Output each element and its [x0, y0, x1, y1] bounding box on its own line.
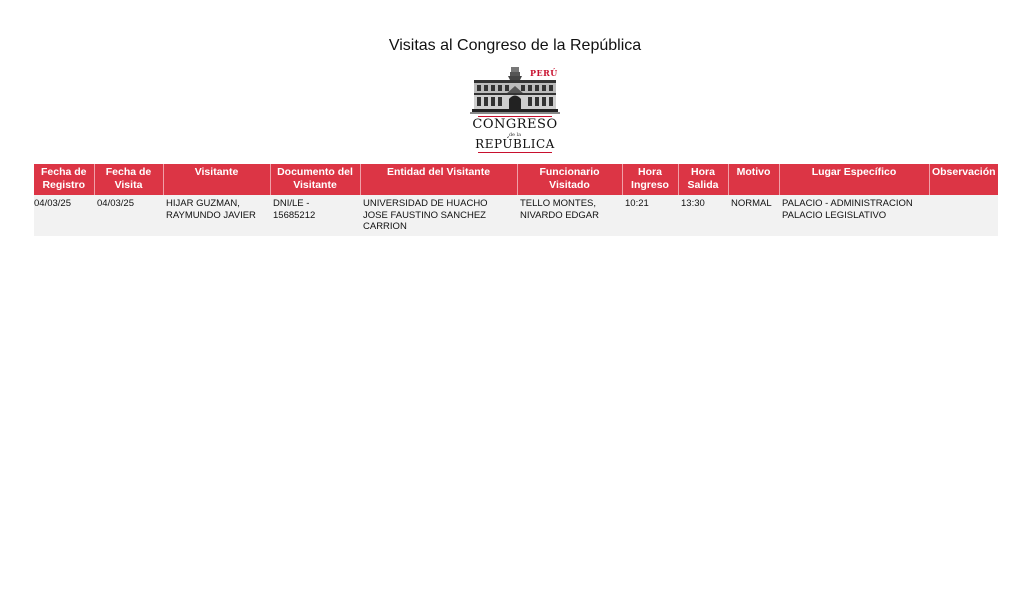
cell-hora-ingreso: 10:21 [622, 195, 678, 236]
cell-lugar-line: PALACIO - ADMINISTRACION [782, 198, 913, 209]
col-header-visitante[interactable]: Visitante [163, 164, 270, 195]
visits-table [34, 164, 998, 236]
table-header-row [34, 164, 998, 195]
cell-visitante-line: HIJAR GUZMAN, [166, 198, 240, 209]
logo-congreso-text: CONGRESO [472, 117, 558, 132]
col-header-entidad[interactable]: Entidad del Visitante [360, 164, 517, 195]
cell-motivo: NORMAL [728, 195, 779, 236]
cell-lugar [779, 195, 929, 236]
cell-funcionario-line: NIVARDO EDGAR [520, 209, 600, 221]
col-header-observacion[interactable]: Observación [929, 164, 998, 195]
cell-observacion [929, 195, 998, 236]
cell-documento-line: DNI/LE - [273, 198, 310, 209]
col-header-documento[interactable]: Documento del Visitante [270, 164, 360, 195]
page-title: Visitas al Congreso de la República [388, 37, 642, 54]
cell-visitante [163, 195, 270, 236]
cell-entidad-line: JOSE FAUSTINO SANCHEZ [363, 209, 486, 221]
cell-visitante-line: RAYMUNDO JAVIER [166, 209, 256, 221]
table-row [34, 195, 998, 236]
cell-documento-line: 15685212 [273, 209, 316, 221]
col-header-hora-ingreso[interactable]: Hora Ingreso [622, 164, 678, 195]
col-header-fecha-visita[interactable]: Fecha de Visita [94, 164, 163, 195]
cell-hora-salida: 13:30 [678, 195, 728, 236]
cell-documento [270, 195, 360, 236]
congreso-logo [470, 66, 560, 154]
cell-fecha-registro: 04/03/25 [34, 195, 94, 236]
col-header-funcionario[interactable]: Funcionario Visitado [517, 164, 622, 195]
col-header-lugar[interactable]: Lugar Específico [779, 164, 929, 195]
cell-fecha-visita: 04/03/25 [94, 195, 163, 236]
cell-entidad-line: CARRION [363, 221, 407, 232]
cell-funcionario [517, 195, 622, 236]
cell-lugar-line: PALACIO LEGISLATIVO [782, 209, 887, 221]
col-header-hora-salida[interactable]: Hora Salida [678, 164, 728, 195]
cell-entidad [360, 195, 517, 236]
cell-entidad-line: UNIVERSIDAD DE HUACHO [363, 198, 488, 209]
logo-peru-text: PERÚ [530, 68, 558, 78]
cell-funcionario-line: TELLO MONTES, [520, 198, 597, 209]
logo-republica-text: REPÚBLICA [475, 137, 555, 151]
col-header-fecha-registro[interactable]: Fecha de Registro [34, 164, 94, 195]
logo-divider-bottom [478, 152, 552, 153]
logo-dela-text: de la [508, 132, 522, 138]
col-header-motivo[interactable]: Motivo [728, 164, 779, 195]
